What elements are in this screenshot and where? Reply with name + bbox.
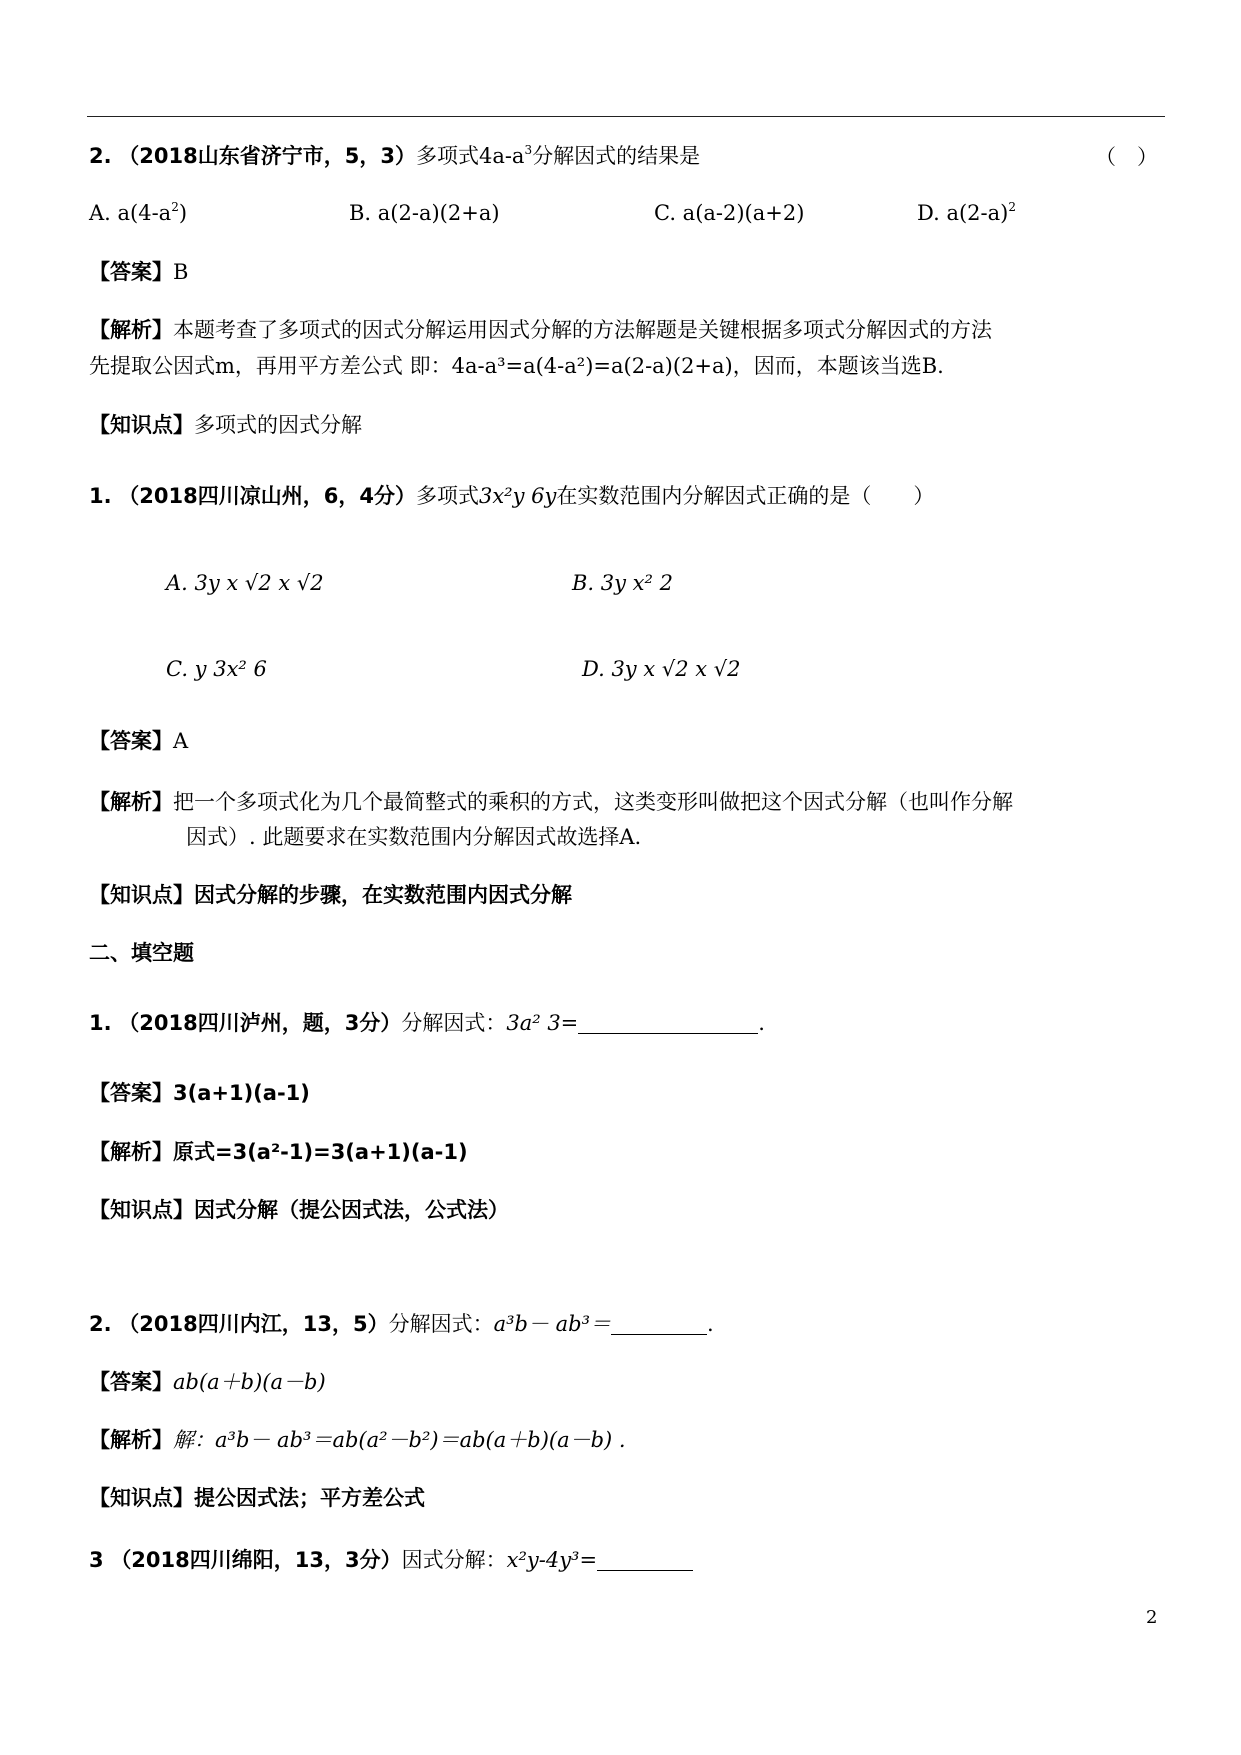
answer-value: A: [173, 729, 189, 753]
knowledge-label: 【知识点】: [89, 883, 194, 907]
answer-blank[interactable]: [578, 1011, 758, 1034]
question-jining: [89, 141, 700, 171]
analysis-label: 【解析】: [89, 1428, 173, 1452]
answer-row: [89, 1078, 310, 1108]
option-a: A. 3y x √2 x √2: [166, 571, 324, 595]
knowledge-row: [89, 410, 362, 440]
knowledge-text: 因式分解（提公因式法，公式法）: [194, 1198, 509, 1222]
question-number: 3: [89, 1548, 104, 1572]
knowledge-label: 【知识点】: [89, 1486, 194, 1510]
question-luzhou: 1. （2018四川泸州，题，3分）分解因式：3a² 3= .: [89, 1011, 765, 1035]
question-stem: 因式分解：: [401, 1548, 507, 1572]
answer-blank[interactable]: [597, 1548, 693, 1571]
knowledge-label: 【知识点】: [89, 413, 194, 437]
option-b: B. 3y x² 2: [572, 571, 673, 595]
answer-value: ab(a＋b)(a－b): [173, 1370, 326, 1394]
answer-label: 【答案】: [89, 1081, 173, 1105]
answer-paren: （ ）: [1095, 145, 1158, 169]
option-b: B. a(2-a)(2+a): [349, 201, 500, 225]
formula: 3x²y 6y: [478, 484, 557, 508]
option-d: D. $a(2-a)^2$: [917, 200, 1016, 225]
answer-label: 【答案】: [89, 260, 173, 284]
answer-row: [89, 257, 188, 287]
question-stem-tail: 分解因式的结果是: [532, 144, 701, 168]
question-stem: 多项式: [415, 484, 479, 508]
question-source: （2018四川内江，13，5）: [118, 1312, 389, 1336]
question-source: （2018四川绵阳，13，3分）: [110, 1548, 402, 1572]
option-c: C. a(a-2)(a+2): [654, 201, 805, 225]
knowledge-row: [89, 880, 572, 910]
question-neijiang: 2. （2018四川内江，13，5）分解因式：a³b－ ab³＝ .: [89, 1312, 714, 1336]
analysis-row: [89, 315, 992, 345]
formula: x²y-4y³=: [506, 1548, 598, 1572]
question-stem: 分解因式：: [388, 1312, 494, 1336]
analysis-text: 把一个多项式化为几个最简整式的乘积的方式，这类变形叫做把这个因式分解（也叫作分解: [173, 790, 1013, 814]
analysis-row: [89, 1137, 468, 1167]
question-number: 1.: [89, 484, 112, 508]
knowledge-label: 【知识点】: [89, 1198, 194, 1222]
question-mianyang: [89, 1545, 693, 1575]
option-c: C. y 3x² 6: [166, 657, 267, 681]
question-number: 2.: [89, 144, 112, 168]
formula: a³b－ ab³＝: [493, 1312, 612, 1336]
question-number: 2.: [89, 1312, 112, 1336]
question-stem-tail: 在实数范围内分解因式正确的是（ ）: [556, 484, 935, 508]
knowledge-text: 提公因式法；平方差公式: [194, 1486, 425, 1510]
analysis-text: 解：a³b－ ab³＝ab(a²－b²)＝ab(a＋b)(a－b) .: [173, 1428, 626, 1452]
question-number: 1.: [89, 1011, 112, 1035]
analysis-label: 【解析】: [89, 318, 173, 342]
answer-label: 【答案】: [89, 1370, 173, 1394]
knowledge-row: [89, 1195, 509, 1225]
option-d: D. 3y x √2 x √2: [582, 657, 741, 681]
section-title: 二、填空题: [89, 941, 194, 965]
answer-row: [89, 726, 188, 756]
analysis-row: [89, 1425, 626, 1455]
knowledge-row: [89, 1483, 425, 1513]
answer-blank[interactable]: [611, 1312, 707, 1335]
knowledge-text: 因式分解的步骤，在实数范围内因式分解: [194, 883, 572, 907]
analysis-row: [89, 787, 1013, 817]
answer-value: 3(a+1)(a-1): [173, 1081, 310, 1105]
option-a: A. $a(4-a^2)$: [89, 200, 188, 225]
answer-row: [89, 1367, 326, 1397]
analysis-text: 原式=3(a²-1)=3(a+1)(a-1): [173, 1140, 468, 1164]
header-rule: [87, 116, 1165, 117]
knowledge-text: 多项式的因式分解: [194, 413, 362, 437]
formula: 3a² 3=: [506, 1011, 579, 1035]
question-liangshan: [89, 481, 934, 511]
answer-label: 【答案】: [89, 729, 173, 753]
analysis-row-2: 因式）. 此题要求在实数范围内分解因式故选择A.: [186, 825, 642, 849]
question-source: （2018四川凉山州，6，4分）: [118, 484, 416, 508]
superscript: 3: [524, 143, 533, 157]
analysis-text: 本题考查了多项式的因式分解运用因式分解的方法解题是关键根据多项式分解因式的方法: [173, 318, 992, 342]
question-stem: 多项式4a-a: [415, 144, 525, 168]
analysis-label: 【解析】: [89, 1140, 173, 1164]
page-number: 2: [1146, 1607, 1158, 1628]
question-stem: 分解因式：: [401, 1011, 507, 1035]
question-source: （2018四川泸州，题，3分）: [118, 1011, 402, 1035]
answer-value: B: [173, 260, 189, 284]
analysis-row-2: 先提取公因式m，再用平方差公式 即：4a-a³=a(4-a²)=a(2-a)(2+a)，因而，本题该当选B.: [89, 354, 944, 378]
analysis-label: 【解析】: [89, 790, 173, 814]
question-source: （2018山东省济宁市，5，3）: [118, 144, 416, 168]
